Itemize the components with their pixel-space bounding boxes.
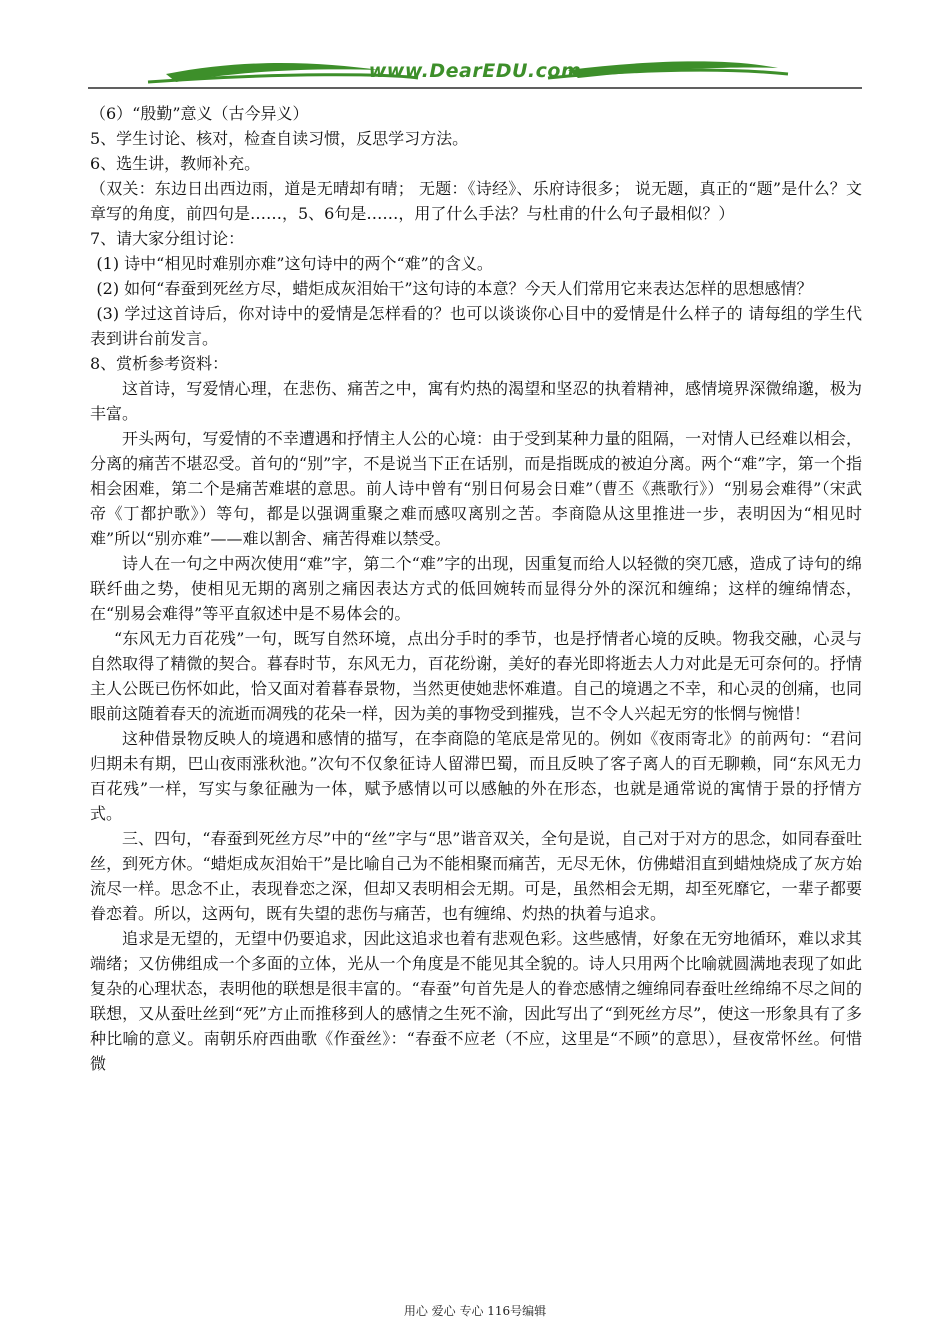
paragraph: 5、学生讨论、核对，检查自读习惯，反思学习方法。	[90, 129, 469, 148]
paragraph: 三、四句，“春蚕到死丝方尽”中的“丝”字与“思”谐音双关，全句是说，自己对于对方的思念，如同春蚕吐丝，到死方休。“蜡炬成灰泪始干”是比喻自己为不能相聚而痛苦，无尽无休，仿佛蜡泪直到蜡烛烧成了灰方始流尽一样。思念不止，表现眷恋之深，但却又表明相会无期。可是，虽然相会无期，却至死靡它，一辈子都要眷恋着。所以，这两句，既有失望的悲伤与痛苦，也有缠绵、灼热的执着与追求。	[90, 829, 862, 923]
paragraph: “东风无力百花残”一句，既写自然环境，点出分手时的季节，也是抒情者心境的反映。物我交融，心灵与自然取得了精微的契合。暮春时节，东风无力，百花纷谢，美好的春光即将逝去人力对此是无可奈何的。抒情主人公既已伤怀如此，恰又面对着暮春景物，当然更使她悲怀难遣。自己的境遇之不幸，和心灵的创痛，也同眼前这随着春天的流逝而凋残的花朵一样，因为美的事物受到摧残，岂不令人兴起无穷的怅惘与惋惜！	[90, 629, 862, 723]
paragraph: （6）“殷勤”意义（古今异义）	[90, 104, 309, 123]
paragraph: 6、选生讲，教师补充。	[90, 154, 261, 173]
paragraph: 这首诗，写爱情心理，在悲伤、痛苦之中，寓有灼热的渴望和坚忍的执着精神，感情境界深微绵邈，极为丰富。	[90, 379, 862, 423]
paragraph: 开头两句，写爱情的不幸遭遇和抒情主人公的心境：由于受到某种力量的阻隔，一对情人已经难以相会，分离的痛苦不堪忍受。首句的“别”字，不是说当下正在话别，而是指既成的被迫分离。两个“难”字，第一个指相会困难，第二个是痛苦难堪的意思。前人诗中曾有“别日何易会日难”（曹丕《燕歌行》）“别易会难得”（宋武帝《丁都护歌》）等句，都是以强调重聚之难而感叹离别之苦。李商隐从这里推进一步，表明因为“相见时难”所以“别亦难”——难以割舍、痛苦得难以禁受。	[90, 429, 862, 548]
header-banner	[88, 52, 862, 92]
document-body	[90, 101, 862, 1076]
paragraph: 追求是无望的，无望中仍要追求，因此这追求也着有悲观色彩。这些感情，好象在无穷地循环，难以求其端绪；又仿佛组成一个多面的立体，光从一个角度是不能见其全貌的。诗人只用两个比喻就圆满地表现了如此复杂的心理状态，表明他的联想是很丰富的。“春蚕”句首先是人的眷恋感情之缠绵同春蚕吐丝绵绵不尽之间的联想，又从蚕吐丝到“死”方止而推移到人的感情之生死不渝，因此写出了“到死丝方尽”，使这一形象具有了多种比喻的意义。南朝乐府西曲歌《作蚕丝》：“春蚕不应老（不应，这里是“不顾”的意思），昼夜常怀丝。何惜微	[90, 929, 862, 1073]
site-logo-text: www.DearEDU.com	[368, 60, 582, 82]
paragraph: 诗人在一句之中两次使用“难”字，第二个“难”字的出现，因重复而给人以轻微的突兀感，造成了诗句的绵联纤曲之势，使相见无期的离别之痛因表达方式的低回婉转而显得分外的深沉和缠绵；这样的缠绵情态，在“别易会难得”等平直叙述中是不易体会的。	[90, 554, 862, 623]
paragraph: （双关：东边日出西边雨，道是无晴却有晴； 无题：《诗经》、乐府诗很多； 说无题，真正的“题”是什么？文章写的角度，前四句是……，5、6句是……，用了什么手法？与杜甫的什么句子最相似？）	[90, 179, 862, 223]
discussion-question: (2) 如何“春蚕到死丝方尽，蜡炬成灰泪始干”这句诗的本意？今天人们常用它来表达怎样的思想感情？	[96, 279, 813, 298]
paragraph: 这种借景物反映人的境遇和感情的描写，在李商隐的笔底是常见的。例如《夜雨寄北》的前两句：“君问归期未有期，巴山夜雨涨秋池。”次句不仅象征诗人留滞巴蜀，而且反映了客子离人的百无聊赖，同“东风无力百花残”一样，写实与象征融为一体，赋予感情以可以感触的外在形态，也就是通常说的寓情于景的抒情方式。	[90, 729, 862, 823]
discussion-question: (1) 诗中“相见时难别亦难”这句诗中的两个“难”的含义。	[96, 254, 493, 273]
discussion-question: (3) 学过这首诗后，你对诗中的爱情是怎样看的？也可以谈谈你心目中的爱情是什么样子的 请每组的学生代表到讲台前发言。	[90, 304, 862, 348]
paragraph: 7、请大家分组讨论：	[90, 229, 245, 248]
paragraph: 8、赏析参考资料：	[90, 354, 229, 373]
page-footer: 用心 爱心 专心 116号编辑	[403, 1304, 547, 1318]
